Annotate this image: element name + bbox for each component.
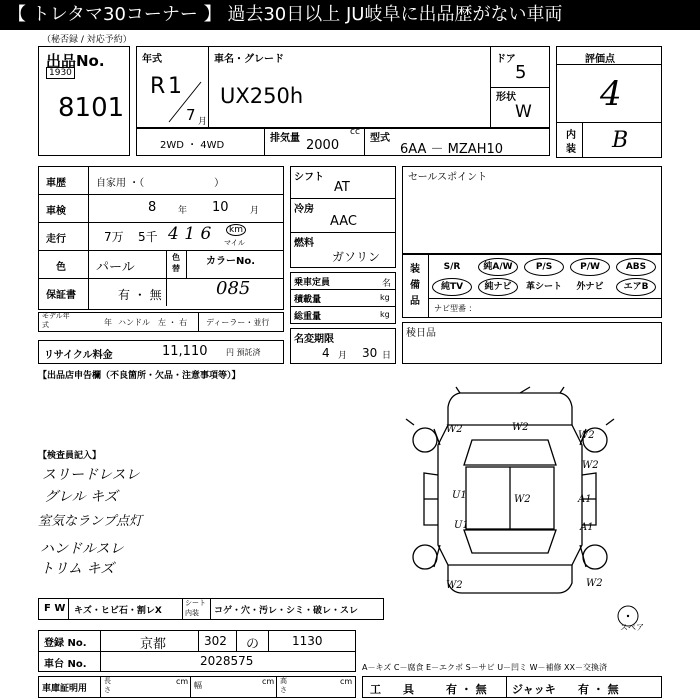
- navi-model-label: ナビ型番 ：: [434, 304, 477, 313]
- load-label: 積載量: [294, 295, 322, 305]
- equipment-label: 装備品: [410, 264, 420, 307]
- jack-label: ジャッキ: [512, 683, 556, 696]
- mile-unit: マイル: [224, 239, 245, 247]
- type-code: 6AA － MZAH10: [400, 142, 504, 157]
- lot-number: 8101: [58, 93, 125, 123]
- reg-place: 京都: [140, 637, 167, 652]
- type-label: 型式: [370, 133, 390, 144]
- damage-mark: W2: [578, 430, 595, 441]
- tools-value: 有 ・ 無: [446, 683, 487, 696]
- equipment-row-1: [430, 258, 660, 276]
- drive-type: 2WD ・ 4WD: [160, 140, 225, 151]
- cm-unit-1: cm: [176, 677, 189, 686]
- inspector-note-1: スリードレスレ: [42, 467, 140, 483]
- expiry-day: 30: [362, 346, 378, 360]
- width-label: 幅: [194, 681, 202, 690]
- dealer-import: ディーラー・並行: [206, 318, 270, 327]
- equipment-item-r2-1: 純ナビ: [478, 278, 518, 296]
- equipment-item-r2-3: 外ナビ: [576, 282, 604, 292]
- jack-value: 有 ・ 無: [578, 683, 619, 696]
- inspector-note-2: グレル キズ: [44, 489, 118, 505]
- damage-mark: W2: [514, 494, 531, 505]
- doors-value: 5: [515, 62, 527, 83]
- displacement-label: 排気量: [270, 133, 300, 144]
- equipment-item-r1-4: ABS: [616, 258, 656, 276]
- weight-label: 総重量: [294, 312, 322, 322]
- color-no-label: カラーNo.: [206, 256, 256, 267]
- damage-mark: A1: [578, 494, 592, 505]
- score-value: 4: [600, 74, 622, 114]
- damage-mark: W2: [512, 422, 529, 433]
- model-year-unit: 年: [104, 318, 112, 327]
- equipment-item-r2-0: 純TV: [432, 278, 472, 296]
- shaken-month: 10: [212, 200, 229, 215]
- color-no-value: 085: [216, 278, 251, 299]
- color-value: パール: [96, 260, 135, 275]
- car-damage-diagram: [400, 385, 620, 600]
- damage-mark: A1: [580, 522, 594, 533]
- shift-value: AT: [334, 180, 350, 195]
- damage-legend: A－キズ C－腐食 E－エクボ S－サビ U－凹ミ W－補修 XX－交換済: [362, 663, 608, 672]
- model-name: UX250h: [220, 84, 304, 108]
- fuel-label: 燃料: [294, 238, 314, 249]
- equipment-item-r2-4: エアB: [616, 278, 656, 296]
- damage-mark: W2: [586, 578, 603, 589]
- ac-label: 冷房: [294, 204, 314, 215]
- length-label: 長さ: [104, 677, 111, 694]
- seat-items: コゲ・穴・汚レ・シミ・破レ・スレ: [214, 606, 359, 616]
- fuel-value: ガソリン: [332, 250, 381, 264]
- doors-label: ドア: [496, 54, 516, 65]
- load-unit: kg: [380, 293, 390, 302]
- equipment-item-r1-1: 純A/W: [478, 258, 518, 276]
- history-value: 自家用 ・（ ）: [96, 178, 225, 189]
- capacity-label: 乗車定員: [294, 278, 331, 288]
- reg-kana: の: [246, 637, 260, 652]
- arrival-items-label: 稜日品: [406, 328, 436, 339]
- color-change-label: 色替: [172, 253, 180, 273]
- recycle-label: リサイクル料金: [44, 350, 113, 361]
- height-label: 高さ: [280, 677, 287, 694]
- interior-grade: B: [612, 128, 629, 153]
- shaken-year: 8: [148, 200, 157, 215]
- expiry-label: 名変期限: [294, 334, 334, 345]
- expiry-day-unit: 日: [382, 351, 392, 361]
- lot-label: 出品No.: [46, 52, 105, 70]
- era-year: 1: [168, 74, 182, 99]
- chassis-label: 車台 No.: [44, 659, 87, 670]
- mileage-man: 7万: [104, 230, 124, 244]
- month-unit: 月: [198, 117, 208, 127]
- shape-label: 形状: [496, 92, 516, 103]
- header-cut-text: （秘否録 / 対応予約）: [42, 35, 132, 45]
- shaken-year-unit: 年: [178, 206, 188, 216]
- equipment-item-r2-2: 革シート: [525, 282, 562, 292]
- km-unit: km: [226, 224, 246, 236]
- shape-value: W: [515, 102, 532, 122]
- cm-unit-3: cm: [340, 677, 353, 686]
- report-label: 【出品店申告欄（不良箇所・欠品・注意事項等）】: [38, 371, 241, 381]
- inspector-note-3: 室気なランプ点灯: [38, 514, 143, 529]
- cc-unit: cc: [350, 127, 360, 137]
- interior-label-2: 装: [566, 144, 576, 155]
- color-label: 色: [56, 262, 66, 273]
- seat-label: シート内装: [185, 599, 206, 617]
- reg-number: 1130: [292, 634, 323, 648]
- equipment-item-r1-3: P/W: [570, 258, 610, 276]
- era: R: [150, 74, 166, 99]
- warranty-value: 有 ・ 無: [118, 288, 162, 302]
- fw-items: キズ・ヒビ石・割レX: [74, 606, 162, 616]
- garage-cert-label: 車庫証明用: [42, 684, 88, 694]
- top-banner: 【 トレタマ30コーナー 】 過去30日以上 JU岐阜に出品歴がない車両: [0, 0, 700, 30]
- fw-label: F W: [44, 603, 66, 614]
- cm-unit-2: cm: [262, 677, 275, 686]
- expiry-month: 4: [322, 346, 330, 360]
- reg-number-label: 登録 No.: [44, 638, 87, 649]
- equipment-row-2: [430, 278, 660, 296]
- lot-small-number: 1930: [46, 67, 75, 79]
- spare-label: スペア: [620, 623, 644, 632]
- mileage-sen: 5千: [138, 230, 158, 244]
- damage-mark: U1: [454, 520, 469, 531]
- damage-mark: W2: [582, 460, 599, 471]
- mileage-handwritten: 4 1 6: [168, 224, 212, 244]
- spare-tire-icon: [616, 604, 640, 628]
- shaken-label: 車検: [46, 206, 66, 217]
- inspector-label: 【検査員記入】: [38, 451, 102, 461]
- sales-point-label: セールスポイント: [408, 172, 488, 183]
- handle-side: ハンドル 左 ・ 右: [118, 318, 188, 327]
- recycle-value: 11,110: [162, 344, 208, 359]
- model-year-label: モデル年式: [42, 312, 70, 329]
- score-label: 評価点: [585, 54, 615, 65]
- tools-label: 工 具: [370, 683, 414, 696]
- interior-label-1: 内: [566, 130, 576, 141]
- ac-value: AAC: [330, 214, 357, 229]
- inspector-note-4: ハンドルスレ: [40, 541, 124, 557]
- month: 7: [186, 106, 196, 124]
- equipment-item-r1-2: P/S: [524, 258, 564, 276]
- recycle-unit: 円 預託済: [226, 348, 261, 357]
- equipment-item-r1-0: S/R: [443, 262, 461, 272]
- warranty-label: 保証書: [46, 290, 76, 301]
- damage-mark: U1: [452, 490, 467, 501]
- history-label: 車歴: [46, 178, 66, 189]
- arrival-items-box: [402, 322, 662, 364]
- weight-unit: kg: [380, 310, 390, 319]
- year-label: 年式: [142, 54, 162, 65]
- name-grade-label: 車名・グレード: [214, 54, 284, 65]
- chassis-number: 2028575: [200, 654, 254, 668]
- damage-mark: W2: [446, 580, 463, 591]
- shaken-month-unit: 月: [250, 206, 260, 216]
- shift-label: シフト: [294, 172, 324, 183]
- inspector-note-5: トリム キズ: [40, 561, 115, 577]
- displacement-value: 2000: [306, 138, 340, 153]
- mileage-label: 走行: [46, 234, 66, 245]
- expiry-month-unit: 月: [338, 351, 348, 361]
- damage-mark: W2: [446, 424, 463, 435]
- reg-class: 302: [204, 634, 227, 648]
- capacity-unit: 名: [382, 279, 392, 289]
